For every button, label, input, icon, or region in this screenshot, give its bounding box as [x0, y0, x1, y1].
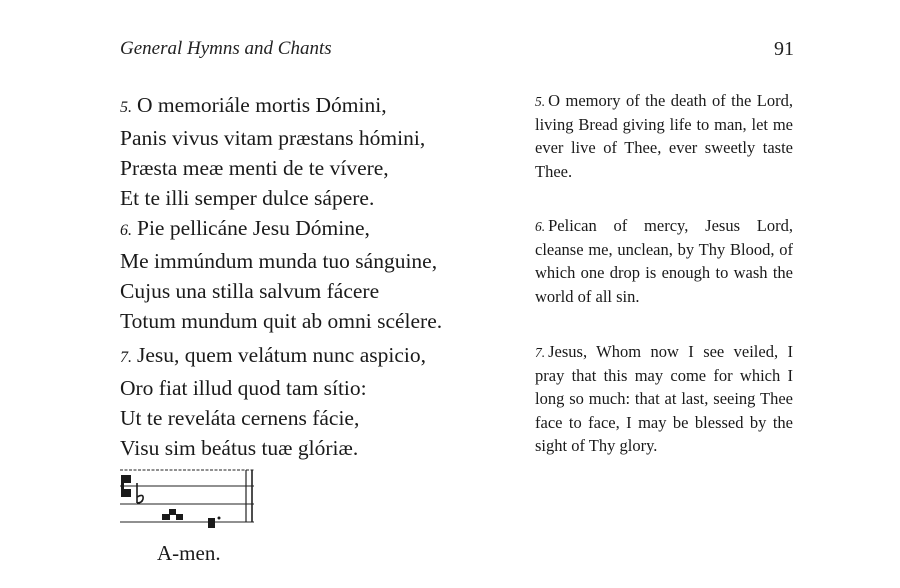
verse-line: Cujus una stilla salvum fácere: [120, 279, 380, 303]
verse-line-text: O memoriále mortis Dómini,: [137, 93, 387, 117]
verse-line: [120, 340, 530, 373]
verse-line: Et te illi semper dulce sápere.: [120, 186, 375, 210]
english-translation-6: [535, 214, 793, 308]
verse-line: Visu sim beátus tuæ glóriæ.: [120, 436, 359, 460]
english-translation-5: [535, 89, 793, 183]
verse-number: 6.: [120, 222, 132, 239]
chant-staff: [118, 466, 258, 528]
chant-lyric: A-men.: [157, 541, 221, 565]
page-header-title: General Hymns and Chants: [120, 38, 332, 59]
verse-number: 7.: [120, 349, 132, 366]
translation-number: 6.: [535, 219, 546, 234]
verse-line: [120, 90, 530, 123]
verse-line-text: Jesu, quem velátum nunc aspicio,: [137, 343, 426, 367]
bar-lines: [246, 470, 252, 522]
english-translation-7: [535, 340, 793, 457]
verse-line: Ut te reveláta cernens fácie,: [120, 406, 360, 430]
verse-line: Me immúndum munda tuo sánguine,: [120, 249, 438, 273]
translation-number: 7.: [535, 345, 546, 360]
translation-text: O memory of the death of the Lord, living Bread giving life to man, let me ever live of Thee, ever sweetly taste Thee.: [535, 91, 793, 181]
verse-line: Oro fiat illud quod tam sítio:: [120, 376, 367, 400]
translation-text: Jesus, Whom now I see veiled, I pray that this may come for which I long so much: that at last, seeing Thee face to face, I may be blessed by the sight of Thy glory.: [535, 342, 793, 455]
latin-verse-6: [120, 213, 530, 336]
page-number: 91: [774, 38, 794, 60]
verse-line: [120, 213, 530, 246]
verse-line-text: Pie pellicáne Jesu Dómine,: [137, 216, 370, 240]
verse-number: 5.: [120, 99, 132, 116]
verse-line: Præsta meæ menti de te vívere,: [120, 156, 389, 180]
verse-line: Totum mundum quit ab omni scélere.: [120, 309, 443, 333]
translation-text: Pelican of mercy, Jesus Lord, cleanse me, unclean, by Thy Blood, of which one drop is enough to wash the world of all sin.: [535, 216, 793, 306]
neume-climacus: [162, 509, 183, 520]
latin-verse-5: [120, 90, 530, 213]
latin-verse-7: [120, 340, 530, 463]
translation-number: 5.: [535, 94, 546, 109]
verse-line: Panis vivus vitam præstans hómini,: [120, 126, 426, 150]
